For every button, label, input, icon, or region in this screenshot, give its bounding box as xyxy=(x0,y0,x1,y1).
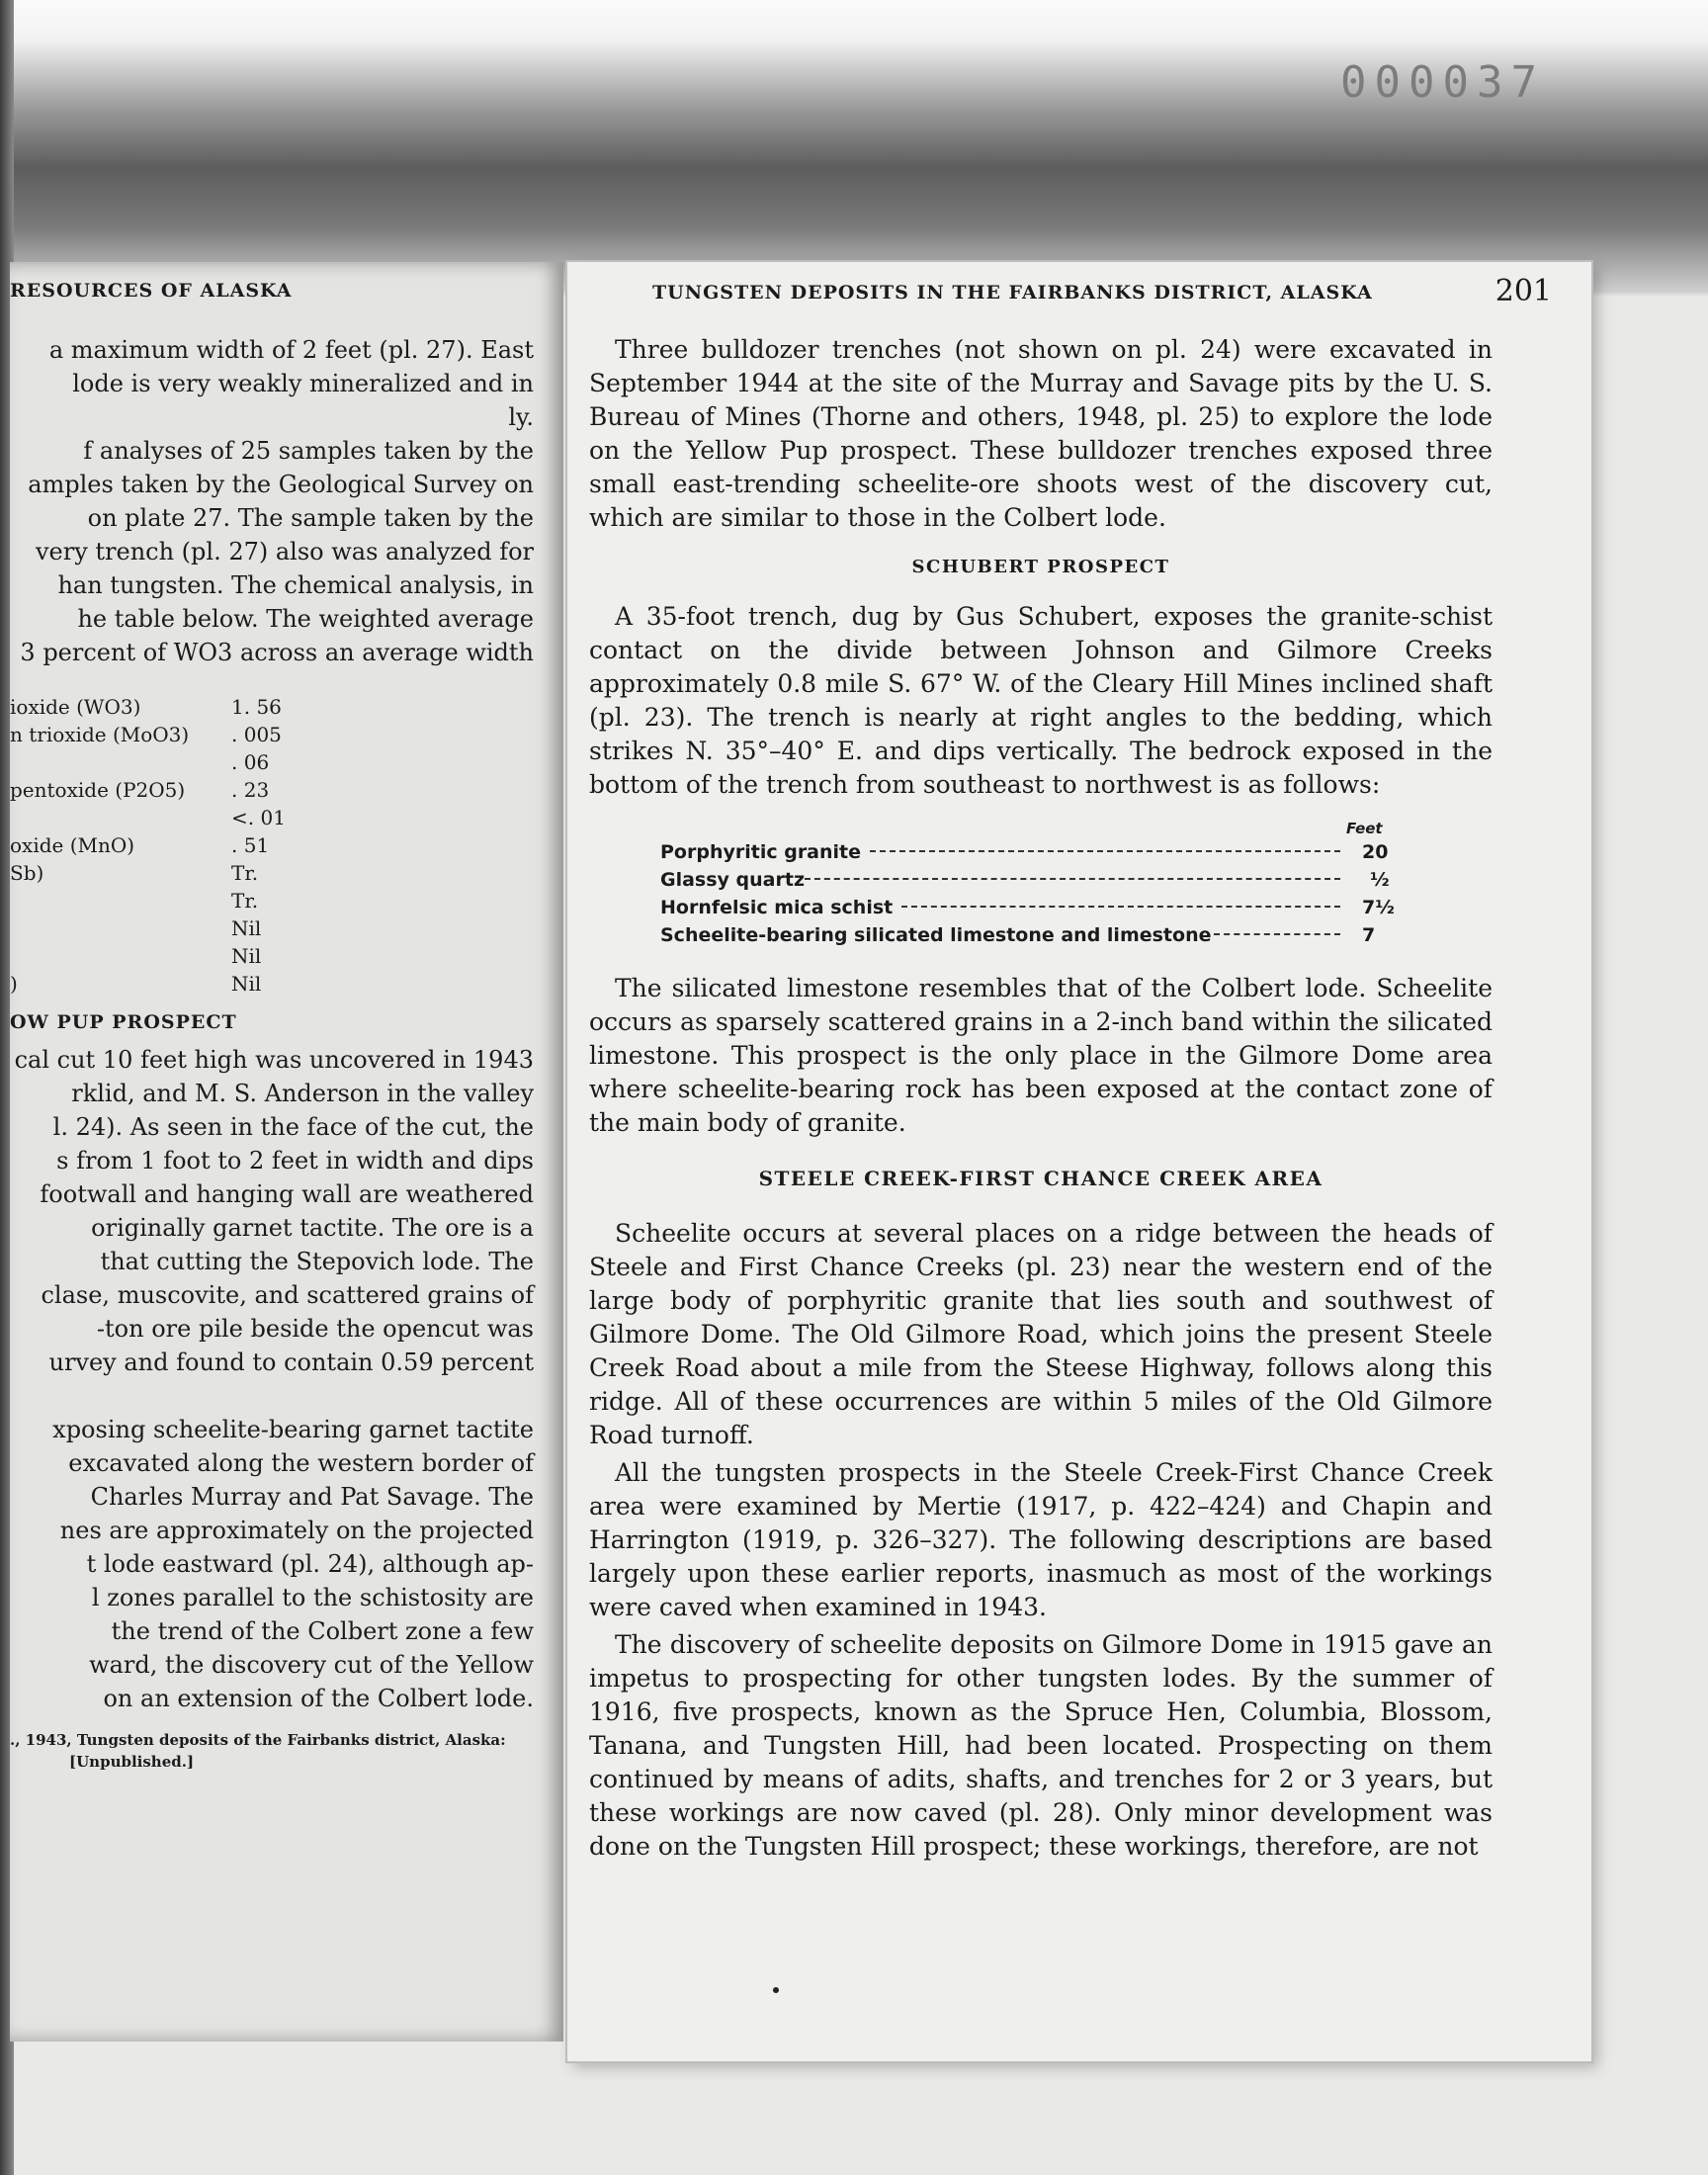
dot-leader xyxy=(901,906,1340,908)
left-text-line: that cutting the Stepovich lode. The xyxy=(100,1248,534,1275)
running-head xyxy=(652,274,1552,308)
left-text-line: amples taken by the Geological Survey on xyxy=(28,471,534,498)
page-body xyxy=(589,333,1493,1864)
left-table-value: Nil xyxy=(231,916,262,940)
left-text-line: s from 1 foot to 2 feet in width and dips xyxy=(56,1147,534,1174)
left-text-line: on an extension of the Colbert lode. xyxy=(103,1685,534,1712)
table-row-value: 7 xyxy=(1362,924,1376,946)
left-text-line: -ton ore pile beside the opencut was xyxy=(96,1315,534,1343)
left-text-line: he table below. The weighted average xyxy=(77,605,534,633)
table-row xyxy=(660,863,1451,889)
left-text-line: l. 24). As seen in the face of the cut, the xyxy=(52,1113,534,1141)
table-row xyxy=(660,918,1451,944)
left-table-value: Tr. xyxy=(231,889,259,913)
page-number: 201 xyxy=(1494,274,1552,308)
left-page xyxy=(10,262,563,2042)
left-text-line: the trend of the Colbert zone a few xyxy=(111,1617,534,1645)
left-table-name: oxide (MnO) xyxy=(10,833,135,857)
left-text-line: urvey and found to contain 0.59 percent xyxy=(48,1348,534,1376)
table-row-name: Glassy quartz xyxy=(660,869,806,891)
left-running-head: RESOURCES OF ALASKA xyxy=(10,280,293,302)
left-table-name: pentoxide (P2O5) xyxy=(10,778,186,802)
table-row-value: 7½ xyxy=(1362,897,1395,918)
scan-shadow xyxy=(0,0,1708,297)
left-table-value: . 51 xyxy=(231,833,270,857)
left-table-name: ) xyxy=(10,972,18,996)
running-head-title: TUNGSTEN DEPOSITS IN THE FAIRBANKS DISTRICT, ALASKA xyxy=(652,282,1373,304)
left-text-line: footwall and hanging wall are weathered xyxy=(40,1180,534,1208)
heading-steele-creek-area: STEELE CREEK-FIRST CHANCE CREEK AREA xyxy=(758,1167,1324,1190)
bedrock-section-table xyxy=(589,812,1493,960)
left-table-value: 1. 56 xyxy=(231,695,282,719)
paragraph-steele-creek-scheelite: Scheelite occurs at several places on a ridge between the heads of Steele and First Chance Creeks (pl. 23) near the western end of the large body of porphyritic granite that lies south and southwest of Gilmore Dome. The Old Gilmore Road, which joins the present Steele Creek Road about a mile from the Steese Highway, follows along this ridge. All of these occurrences are within 5 miles of the Old Gilmore Road turnoff. xyxy=(589,1219,1493,1449)
left-text-line: han tungsten. The chemical analysis, in xyxy=(57,571,534,599)
left-text-line: Charles Murray and Pat Savage. The xyxy=(90,1483,534,1511)
table-row-name: Scheelite-bearing silicated limestone and limestone xyxy=(660,924,1212,946)
heading-schubert-prospect: SCHUBERT PROSPECT xyxy=(911,557,1170,577)
table-units-header: Feet xyxy=(1346,820,1383,837)
left-table-name: ioxide (WO3) xyxy=(10,695,141,719)
table-row-name: Hornfelsic mica schist xyxy=(660,897,894,918)
left-footnote: ., 1943, Tungsten deposits of the Fairbanks district, Alaska: xyxy=(10,1731,506,1749)
left-text-line: excavated along the western border of xyxy=(68,1449,534,1477)
table-row-value: ½ xyxy=(1370,869,1390,891)
left-table-value: . 06 xyxy=(231,750,270,774)
left-text-line: xposing scheelite-bearing garnet tactite xyxy=(52,1416,534,1443)
left-table-value: Tr. xyxy=(231,861,259,885)
left-table-value: Nil xyxy=(231,972,262,996)
left-text-line: a maximum width of 2 feet (pl. 27). East xyxy=(48,336,534,364)
dot-leader xyxy=(1214,933,1340,935)
paragraph-prospects-examined: All the tungsten prospects in the Steele Creek-First Chance Creek area were examined by Mertie (1917, p. 422–424) and Chapin and Harrington (1919, p. 326–327). The following descriptions are based largely upon these earlier reports, inasmuch as most of the workings were caved when examined in 1943. xyxy=(589,1458,1493,1621)
table-row-name: Porphyritic granite xyxy=(660,841,862,863)
page-stamp: 000037 xyxy=(1340,57,1545,108)
left-text-line: very trench (pl. 27) also was analyzed for xyxy=(35,538,534,566)
left-text-line: lode is very weakly mineralized and in xyxy=(72,370,534,397)
paragraph-bulldozer-trenches: Three bulldozer trenches (not shown on pl. 24) were excavated in September 1944 at the site of the Murray and Savage pits by the U. S. Bureau of Mines (Thorne and others, 1948, pl. 25) to explore the lode on the Yellow Pup prospect. These bulldozer trenches exposed three small east-trending scheelite-ore shoots west of the discovery cut, which are similar to those in the Colbert lode. xyxy=(589,335,1493,532)
left-text-line: ward, the discovery cut of the Yellow xyxy=(89,1651,534,1679)
left-text-line: t lode eastward (pl. 24), although ap- xyxy=(86,1550,534,1578)
left-table-value: . 23 xyxy=(231,778,270,802)
left-text-line: rklid, and M. S. Anderson in the valley xyxy=(71,1080,534,1107)
paragraph-discovery-1915: The discovery of scheelite deposits on Gilmore Dome in 1915 gave an impetus to prospecting for other tungsten lodes. By the summer of 1916, five prospects, known as the Spruce Hen, Columbia, Blossom, Tanana, and Tungsten Hill, had been located. Prospecting on them continued by means of adits, shafts, and trenches for 2 or 3 years, but these workings are now caved (pl. 28). Only minor development was done on the Tungsten Hill prospect; these workings, therefore, are not xyxy=(589,1630,1493,1861)
left-table-name: Sb) xyxy=(10,861,44,885)
dot-leader xyxy=(805,878,1340,880)
table-row xyxy=(660,891,1451,916)
left-text-line: nes are approximately on the projected xyxy=(59,1517,534,1544)
left-table-value: <. 01 xyxy=(231,806,286,829)
dot-leader xyxy=(870,850,1340,852)
left-text-line: l zones parallel to the schistosity are xyxy=(91,1584,534,1611)
scan-speck xyxy=(773,1987,779,1993)
left-text-line: clase, muscovite, and scattered grains of xyxy=(41,1281,534,1309)
left-text-line: cal cut 10 feet high was uncovered in 1943 xyxy=(14,1046,534,1074)
paragraph-silicated-limestone: The silicated limestone resembles that of the Colbert lode. Scheelite occurs as sparsely scattered grains in a 2-inch band within the silicated limestone. This prospect is the only place in the Gilmore Dome area where scheelite-bearing rock has been exposed at the contact zone of the main body of granite. xyxy=(589,974,1493,1137)
paragraph-schubert-trench: A 35-foot trench, dug by Gus Schubert, exposes the granite-schist contact on the divide between Johnson and Gilmore Creeks approximately 0.8 mile S. 67° W. of the Cleary Hill Mines inclined shaft (pl. 23). The trench is nearly at right angles to the bedding, which strikes N. 35°–40° E. and dips vertically. The bedrock exposed in the bottom of the trench from southeast to northwest is as follows: xyxy=(589,602,1493,799)
left-table-value: Nil xyxy=(231,944,262,968)
right-page xyxy=(567,262,1591,2061)
table-row xyxy=(660,835,1451,861)
left-text-line: 3 percent of WO3 across an average width xyxy=(20,639,534,666)
left-section-head: OW PUP PROSPECT xyxy=(10,1011,237,1033)
left-text-line: on plate 27. The sample taken by the xyxy=(87,504,534,532)
left-footnote: [Unpublished.] xyxy=(69,1753,195,1771)
left-table-value: . 005 xyxy=(231,723,282,746)
table-row-value: 20 xyxy=(1362,841,1389,863)
left-text-line: f analyses of 25 samples taken by the xyxy=(83,437,534,465)
left-text-line: ly. xyxy=(508,403,534,431)
left-text-line: originally garnet tactite. The ore is a xyxy=(91,1214,534,1242)
left-table-name: n trioxide (MoO3) xyxy=(10,723,190,746)
